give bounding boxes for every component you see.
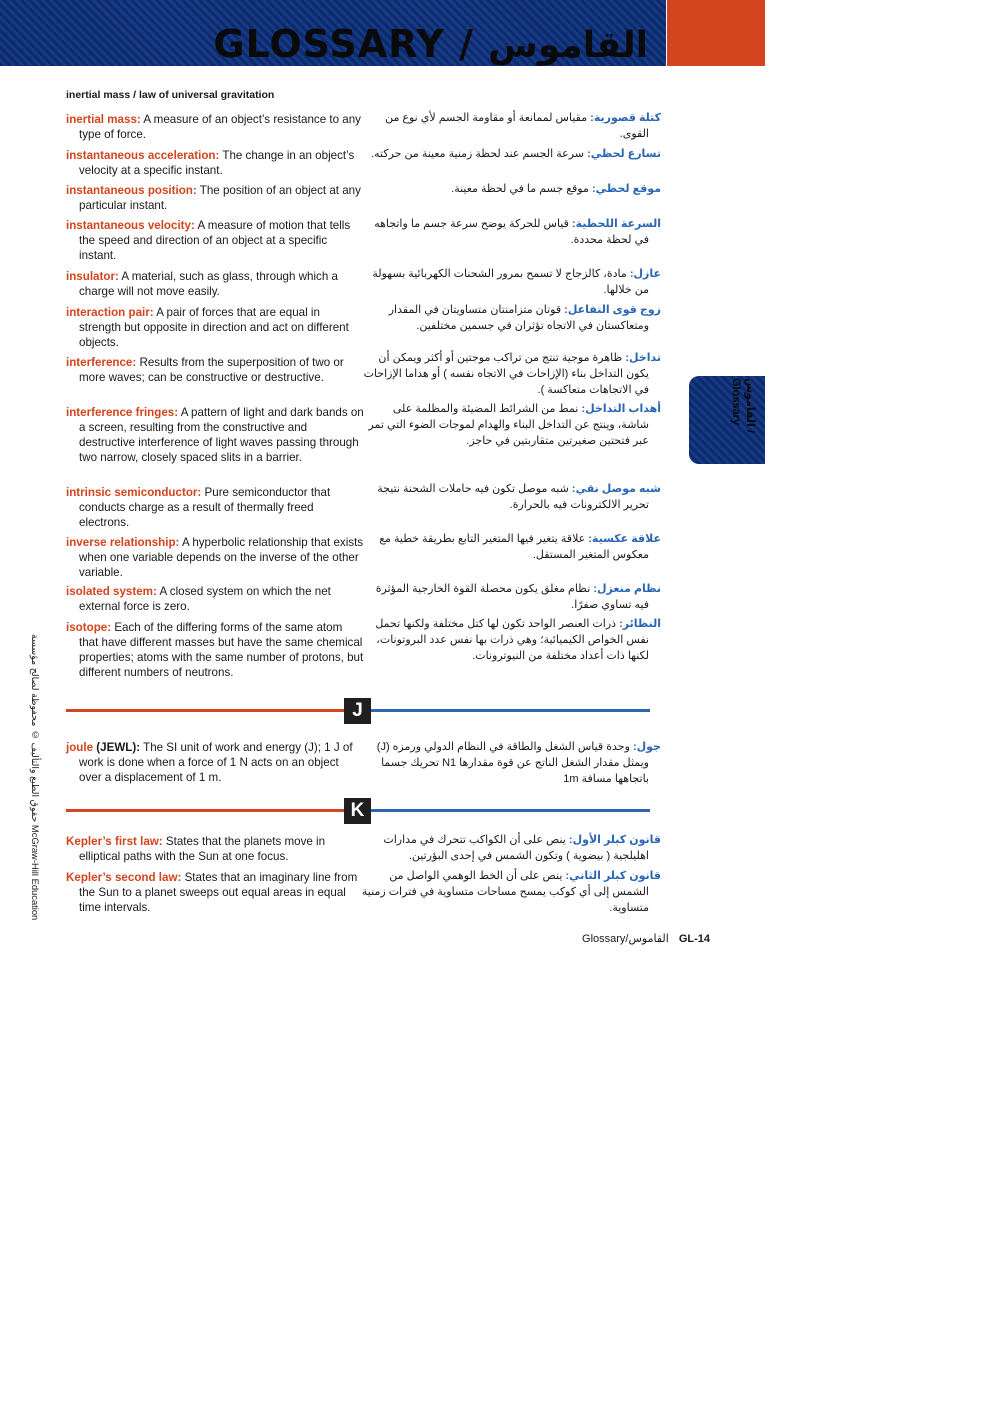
title-separator: /: [459, 22, 474, 66]
term-ar: شبه موصل نقي:: [571, 483, 661, 495]
definition: States that the planets move in elliptical paths with the Sun at one focus.: [79, 835, 326, 863]
glossary-entry-ar: [360, 302, 661, 334]
glossary-entry: [66, 485, 364, 530]
term: inverse relationship:: [66, 536, 180, 549]
definition: The SI unit of work and energy (J); 1 J of work is done when a force of 1 N acts on an object over a displacement of 1 m.: [79, 741, 353, 784]
section-letter-j: J: [344, 698, 371, 724]
term: inertial mass:: [66, 113, 141, 126]
definition: A hyperbolic relationship that exists when one variable depends on the inverse of the other variable.: [79, 536, 364, 579]
glossary-entry-ar: [360, 481, 661, 513]
definition-ar: سرعة الجسم عند لحظة زمنية معينة من حركته.: [371, 148, 584, 160]
definition-ar: وحدة قياس الشغل والطاقة في النظام الدولي ورمزه (J) ويمثل مقدار الشغل الناتج عن قوة مقدارها N1 تحريك جسما باتجاهها مسافة 1m: [376, 741, 649, 785]
term-ar: النظائر:: [619, 618, 661, 630]
glossary-entry-ar: [360, 401, 661, 449]
title-ar: القاموس: [488, 25, 648, 66]
glossary-entry: [66, 535, 364, 580]
definition: Each of the differing forms of the same atom that have different masses but have the same chemical properties; atoms with the same number of protons, but different numbers of neutrons.: [79, 621, 364, 679]
term-ar: جول:: [632, 741, 661, 753]
term-ar: قانون كبلر الثاني:: [565, 870, 661, 882]
glossary-entry: [66, 269, 364, 299]
glossary-entry-ar: [360, 832, 661, 864]
definition: States that an imaginary line from the Sun to a planet sweeps out equal areas in equal time intervals.: [79, 871, 358, 914]
definition-ar: ينص على أن الكواكب تتحرك في مدارات اهليلجية ( بيضوية ) وتكون الشمس في إحدى البؤرتين.: [383, 834, 649, 862]
definition-ar: مقياس لممانعة أو مقاومة الجسم لأي نوع من القوى.: [385, 112, 649, 140]
definition-ar: شبه موصل تكون فيه حاملات الشحنة نتيجة تحرير الالكترونات فيه بالحرارة.: [377, 483, 649, 511]
section-letter-k: K: [344, 798, 371, 824]
page-title: [213, 22, 648, 66]
term-ar: زوج قوى التفاعل:: [564, 304, 661, 316]
glossary-entry-ar: [360, 739, 661, 787]
definition: The change in an object’s velocity at a specific instant.: [79, 149, 355, 177]
glossary-entry-ar: [360, 868, 661, 916]
footer-label: Glossary/القاموس: [582, 933, 669, 945]
glossary-entry: [66, 148, 364, 178]
glossary-entry: [66, 112, 364, 142]
term-ar: كتلة قصورية:: [590, 112, 661, 124]
definition-ar: علاقة يتغير فيها المتغير التابع بطريقة خطية مع معكوس المتغير المستقل.: [379, 533, 649, 561]
glossary-entry: [66, 834, 364, 864]
definition: A measure of motion that tells the speed and direction of an object at a specific instant.: [79, 219, 351, 262]
glossary-entry: [66, 405, 364, 465]
glossary-entry: [66, 355, 364, 385]
definition-ar: مادة، كالزجاج لا تسمح بمرور الشحنات الكهربائية بسهولة من خلالها.: [372, 268, 649, 296]
term: instantaneous velocity:: [66, 219, 195, 232]
term-ar: موقع لحظي:: [591, 183, 661, 195]
page-footer: [570, 932, 710, 945]
section-divider-right: [371, 809, 650, 812]
pronunciation: (JEWL):: [96, 741, 141, 754]
glossary-entry: [66, 305, 364, 350]
term: interference fringes:: [66, 406, 179, 419]
definition-ar: نمط من الشرائط المضيئة والمظلمة على شاشة، وينتج عن التداخل البناء والهدام لموجات الضوء التي تمر عبر فتحتين صغيرتين متقاربتين في حاجز.: [368, 403, 649, 447]
header-banner: [0, 0, 666, 66]
glossary-entry-ar: [360, 581, 661, 613]
copyright-credit: حقوق الطبع والتأليف © محفوظة لصالح مؤسسة McGraw-Hill Education: [30, 634, 41, 921]
definition: Pure semiconductor that conducts charge as a result of thermally freed electrons.: [79, 486, 331, 529]
term: isotope:: [66, 621, 112, 634]
glossary-entry-ar: [360, 531, 661, 563]
section-divider-left: [66, 809, 344, 812]
term: insulator:: [66, 270, 119, 283]
running-head: inertial mass / law of universal gravitation: [66, 89, 275, 101]
glossary-entry: [66, 740, 364, 785]
term: instantaneous acceleration:: [66, 149, 220, 162]
term-ar: السرعة اللحظية:: [571, 218, 661, 230]
definition: Results from the superposition of two or more waves; can be constructive or destructive.: [79, 356, 344, 384]
term: Kepler’s second law:: [66, 871, 182, 884]
glossary-entry-ar: [360, 350, 661, 398]
page-number: GL-14: [678, 933, 710, 945]
glossary-entry-ar: [360, 146, 661, 162]
definition-ar: ذرات العنصر الواحد تكون لها كتل مختلفة ولكنها تحمل نفس الخواص الكيميائية؛ وهي ذرات بها نفس عدد البروتونات، لكنها ذات أعداد مختلفة من النيوترونات.: [375, 618, 649, 662]
definition-ar: قياس للحركة يوضح سرعة جسم ما واتجاهه في لحظة محددة.: [374, 218, 649, 246]
definition-ar: موقع جسم ما في لحظة معينة.: [451, 183, 589, 195]
section-divider-right: [371, 709, 650, 712]
definition: The position of an object at any particular instant.: [79, 184, 361, 212]
glossary-entry: [66, 620, 364, 680]
term: Kepler’s first law:: [66, 835, 163, 848]
term-ar: علاقة عكسية:: [588, 533, 661, 545]
definition: A closed system on which the net external force is zero.: [79, 585, 331, 613]
definition-ar: ظاهرة موجية تنتج من تراكب موجتين أو أكثر ويمكن أن يكون التداخل بناء (الإزاحات في الاتجاه نفسه ) أو هداما الإزاحات في الاتجاهات متعاكسة ).: [363, 352, 649, 396]
term-ar: عازل:: [629, 268, 661, 280]
term: isolated system:: [66, 585, 157, 598]
term: instantaneous position:: [66, 184, 197, 197]
definition: A pair of forces that are equal in strength but opposite in direction and act on different objects.: [79, 306, 349, 349]
glossary-entry: [66, 584, 364, 614]
term: interference:: [66, 356, 137, 369]
section-divider-left: [66, 709, 344, 712]
glossary-entry-ar: [360, 181, 661, 197]
term-word: joule: [66, 741, 94, 754]
glossary-entry-ar: [360, 216, 661, 248]
term-ar: أهداب التداخل:: [581, 403, 661, 415]
glossary-entry: [66, 183, 364, 213]
term-ar: تسارع لحظي:: [587, 148, 661, 160]
glossary-entry-ar: [360, 110, 661, 142]
term-ar: تداخل:: [625, 352, 661, 364]
definition-ar: ينص على أن الخط الوهمي الواصل من الشمس إلى أي كوكب يمسح مساحات متساوية في فترات زمنية متساوية.: [361, 870, 649, 914]
glossary-entry-ar: [360, 266, 661, 298]
title-en: GLOSSARY: [213, 22, 445, 66]
definition: A material, such as glass, through which a charge will not move easily.: [79, 270, 338, 298]
glossary-entry-ar: [360, 616, 661, 664]
glossary-entry: [66, 218, 364, 263]
term: interaction pair:: [66, 306, 154, 319]
definition: A pattern of light and dark bands on a screen, resulting from the constructive and destructive interference of light waves passing through two narrow, closely spaced slits in a barrier.: [79, 406, 364, 464]
definition-ar: نظام مغلق يكون محصلة القوة الخارجية المؤثرة فيه تساوي صفرًا.: [375, 583, 649, 611]
definition: A measure of an object’s resistance to any type of force.: [79, 113, 361, 141]
glossary-entry: [66, 870, 364, 915]
term: intrinsic semiconductor:: [66, 486, 202, 499]
definition-ar: قوتان متزامنتان متساويتان في المقدار ومتعاكستان في الاتجاه تؤثران في جسمين مختلفين.: [388, 304, 649, 332]
header-accent-block: [667, 0, 765, 66]
side-tab-label: القاموس / Glossary: [730, 378, 756, 433]
term-ar: نظام منعزل:: [593, 583, 661, 595]
term: [66, 741, 140, 754]
term-ar: قانون كبلر الأول:: [568, 834, 661, 846]
